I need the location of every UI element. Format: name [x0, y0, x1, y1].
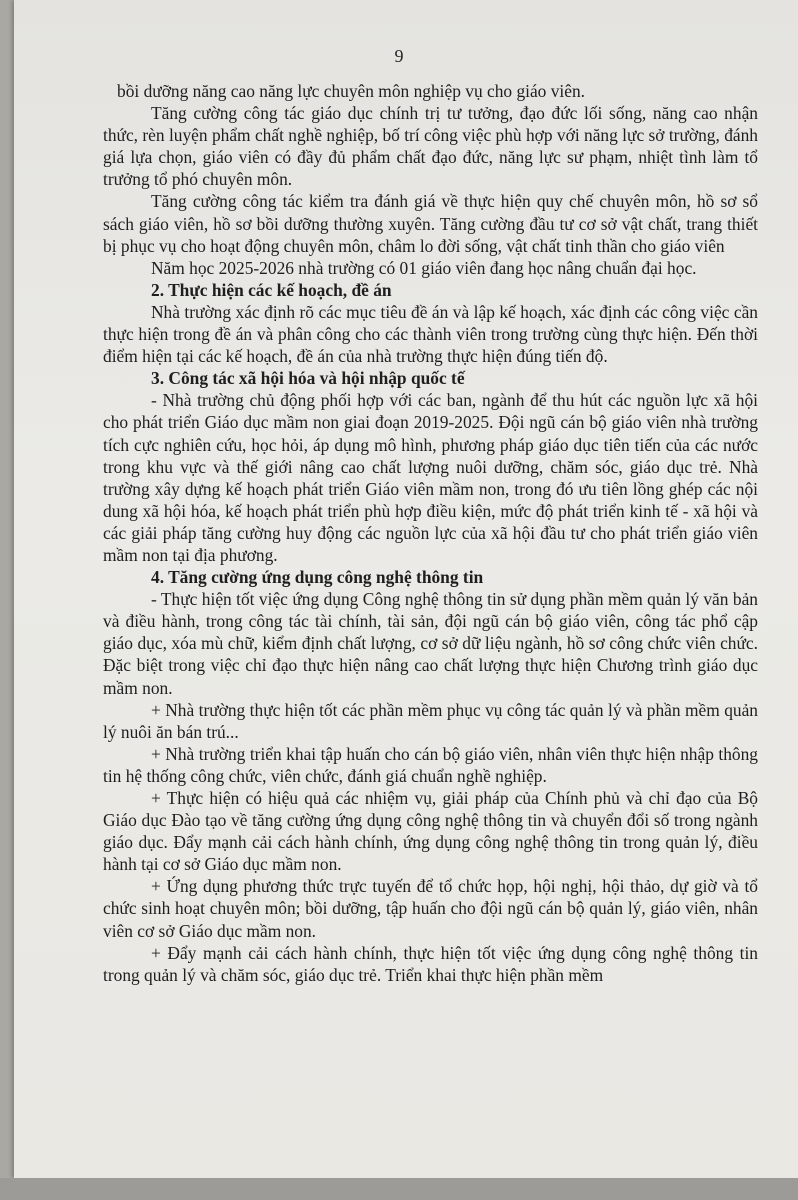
section-heading-plans: 2. Thực hiện các kế hoạch, đề án — [151, 279, 392, 300]
paragraph-digital-transformation: + Thực hiện có hiệu quả các nhiệm vụ, giải pháp của Chính phủ và chỉ đạo của Bộ Giáo dục Đào tạo về tăng cường ứng dụng công nghệ thông tin và chuyển đổi số trong ngành giáo dục. Đẩy mạnh cải cách hành chính, ứng dụng công nghệ thông tin trong quản lý, điều hành tại cơ sở Giáo dục mầm non. — [103, 788, 758, 875]
section-heading-it-application: 4. Tăng cường ứng dụng công nghệ thông tin — [151, 567, 484, 588]
paragraph-socialization: - Nhà trường chủ động phối hợp với các ban, ngành để thu hút các nguồn lực xã hội cho phát triển Giáo dục mầm non giai đoạn 2019-2025. Đội ngũ cán bộ giáo viên nhà trường tích cực nghiên cứu, học hỏi, áp dụng mô hình, phương pháp giáo dục tiên tiến của các nước trong khu vực và thế giới nâng cao chất lượng nuôi dưỡng, chăm sóc, giáo dục trẻ. Nhà trường xây dựng kế hoạch phát triển Giáo viên mầm non, trong đó ưu tiên lồng ghép các nội dung xã hội hóa, kế hoạch phát triển phù hợp điều kiện, mức độ phát triển kinh tế - xã hội và các giải pháp tăng cường huy động các nguồn lực của xã hội đầu tư cho phát triển giáo viên mầm non tại địa phương. — [103, 390, 758, 565]
page-bottom-edge — [0, 1178, 798, 1200]
paragraph-admin-reform: + Đẩy mạnh cải cách hành chính, thực hiện tốt việc ứng dụng công nghệ thông tin trong quản lý và chăm sóc, giáo dục trẻ. Triển khai thực hiện phần mềm — [103, 942, 758, 985]
page-left-edge — [0, 0, 14, 1200]
section-heading-socialization: 3. Công tác xã hội hóa và hội nhập quốc tế — [151, 368, 465, 389]
paragraph-political-education: Tăng cường công tác giáo dục chính trị tư tưởng, đạo đức lối sống, năng cao nhận thức, rèn luyện phẩm chất nghề nghiệp, bố trí công việc phù hợp với năng lực sở trường, đánh giá lựa chọn, giáo viên có đầy đủ phẩm chất đạo đức, năng lực sư phạm, nhiệt tình làm tổ trưởng tổ phó chuyên môn. — [103, 103, 758, 190]
paragraph-continuation: bồi dưỡng năng cao năng lực chuyên môn nghiệp vụ cho giáo viên. — [117, 81, 586, 101]
paragraph-management-software: + Nhà trường thực hiện tốt các phần mềm phục vụ công tác quản lý và phần mềm quản lý nuôi ăn bán trú... — [103, 699, 758, 742]
paragraph-standard-upgrade: Năm học 2025-2026 nhà trường có 01 giáo viên đang học nâng chuẩn đại học. — [151, 257, 697, 278]
paragraph-it-software: - Thực hiện tốt việc ứng dụng Công nghệ thông tin sử dụng phần mềm quản lý văn bản và điều hành, trong công tác tài chính, tài sản, đội ngũ cán bộ giáo viên, công tác phổ cập giáo dục, xóa mù chữ, kiểm định chất lượng, cơ sở dữ liệu ngành, hồ sơ công chức viên chức. Đặc biệt trong việc chỉ đạo thực hiện nâng cao chất lượng thực hiện Chương trình giáo dục mầm non. — [103, 589, 758, 698]
page-number: 9 — [394, 46, 404, 66]
paragraph-inspection: Tăng cường công tác kiểm tra đánh giá về thực hiện quy chế chuyên môn, hồ sơ sổ sách giáo viên, hồ sơ bồi dưỡng thường xuyên. Tăng cường đầu tư cơ sở vật chất, trang thiết bị phục vụ cho hoạt động chuyên môn, châm lo đời sống, vật chất tinh thần cho giáo viên — [103, 191, 758, 256]
paragraph-plans: Nhà trường xác định rõ các mục tiêu đề án và lập kế hoạch, xác định các công việc cần thực hiện trong đề án và phân công cho các thành viên trong trường cùng thực hiện. Đến thời điểm hiện tại các kế hoạch, đề án của nhà trường thực hiện đúng tiến độ. — [103, 301, 758, 367]
paragraph-training: + Nhà trường triển khai tập huấn cho cán bộ giáo viên, nhân viên thực hiện nhập thông tin hệ thống công chức, viên chức, đánh giá chuẩn nghề nghiệp. — [103, 743, 758, 786]
paragraph-online-methods: + Ứng dụng phương thức trực tuyến để tổ chức họp, hội nghị, hội thảo, dự giờ và tổ chức sinh hoạt chuyên môn; bồi dưỡng, tập huấn cho đội ngũ cán bộ quản lý, giáo viên, nhân viên cơ sở Giáo dục mầm non. — [103, 876, 758, 941]
document-body — [103, 80, 758, 986]
